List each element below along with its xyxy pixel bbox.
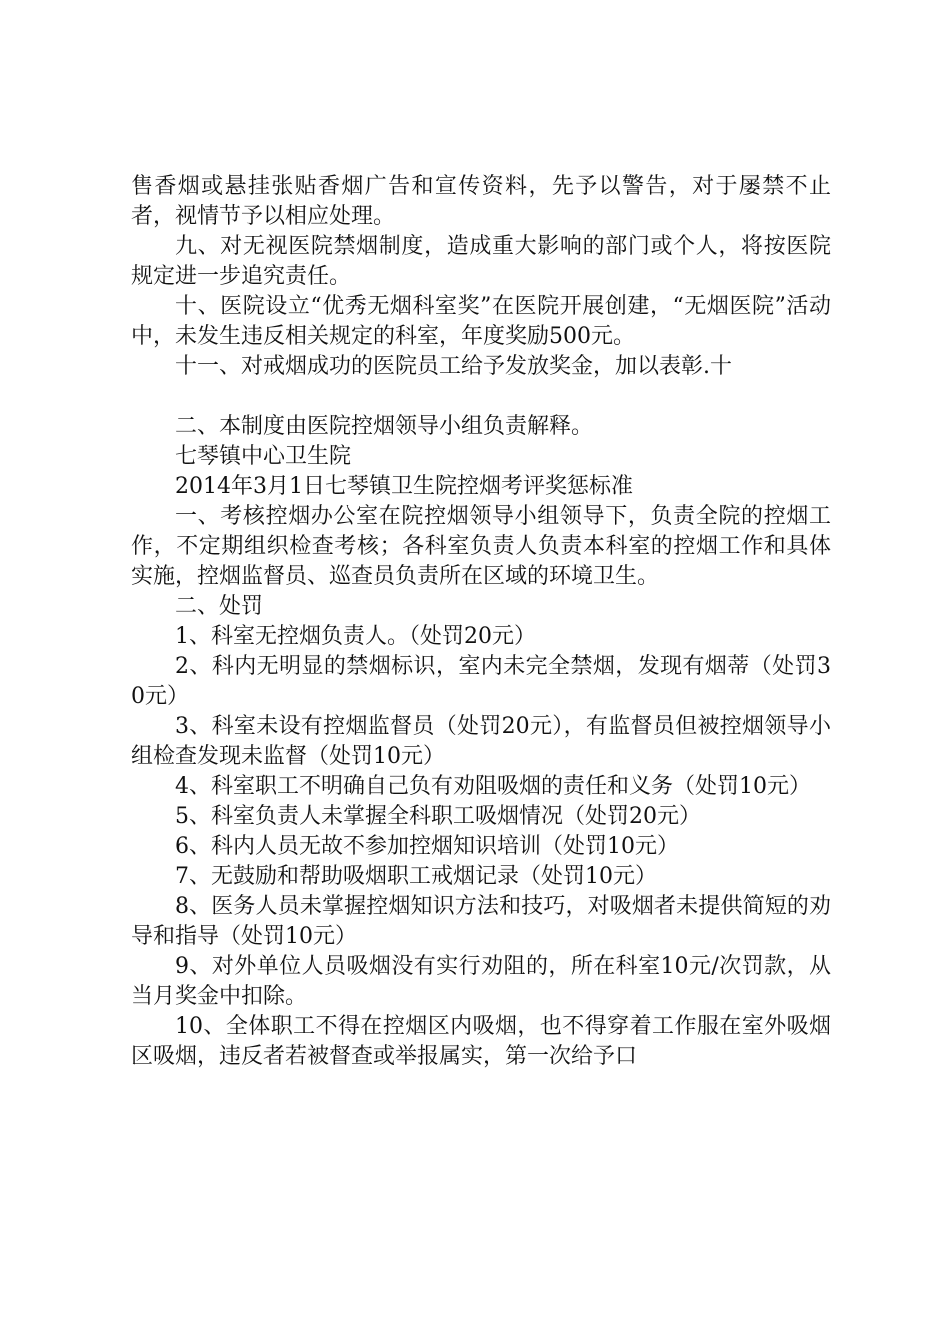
penalty-item-5: 5、科室负责人未掌握全科职工吸烟情况（处罚20元） [175, 804, 701, 829]
paragraph-rule-12: 二、本制度由医院控烟领导小组负责解释。 [175, 414, 594, 439]
paragraph-continuation: 售香烟或悬挂张贴香烟广告和宣传资料，先予以警告，对于屡禁不止者，视情节予以相应处理。 [131, 174, 831, 229]
section-heading-penalty: 二、处罚 [175, 594, 264, 619]
penalty-item-9: 9、对外单位人员吸烟没有实行劝阻的，所在科室10元/次罚款，从当月奖金中扣除。 [131, 954, 831, 1009]
penalty-item-4: 4、科室职工不明确自己负有劝阻吸烟的责任和义务（处罚10元） [175, 774, 811, 799]
paragraph-rule-11: 十一、对戒烟成功的医院员工给予发放奖金，加以表彰.十 [175, 354, 732, 379]
penalty-item-7: 7、无鼓励和帮助吸烟职工戒烟记录（处罚10元） [175, 864, 657, 889]
paragraph-assessment: 一、考核控烟办公室在院控烟领导小组领导下，负责全院的控烟工作，不定期组织检查考核；各科室负责人负责本科室的控烟工作和具体实施，控烟监督员、巡查员负责所在区域的环境卫生。 [131, 504, 831, 589]
date-and-title: 2014年3月1日七琴镇卫生院控烟考评奖惩标准 [175, 474, 633, 499]
penalty-item-2: 2、科内无明显的禁烟标识，室内未完全禁烟，发现有烟蒂（处罚30元） [131, 654, 831, 709]
penalty-item-1: 1、科室无控烟负责人。（处罚20元） [175, 624, 536, 649]
penalty-item-6: 6、科内人员无故不参加控烟知识培训（处罚10元） [175, 834, 679, 859]
paragraph-rule-10: 十、医院设立“优秀无烟科室奖”在医院开展创建，“无烟医院”活动中，未发生违反相关规定的科室，年度奖励500元。 [131, 294, 831, 349]
paragraph-rule-9: 九、对无视医院禁烟制度，造成重大影响的部门或个人，将按医院规定进一步追究责任。 [131, 234, 831, 289]
penalty-item-3: 3、科室未设有控烟监督员（处罚20元），有监督员但被控烟领导小组检查发现未监督（处罚10元） [131, 714, 831, 769]
organization-name: 七琴镇中心卫生院 [175, 444, 352, 469]
penalty-item-10: 10、全体职工不得在控烟区内吸烟，也不得穿着工作服在室外吸烟区吸烟，违反者若被督查或举报属实，第一次给予口 [131, 1014, 831, 1069]
penalty-item-8: 8、医务人员未掌握控烟知识方法和技巧，对吸烟者未提供简短的劝导和指导（处罚10元） [131, 894, 831, 949]
document-body [131, 172, 831, 1072]
